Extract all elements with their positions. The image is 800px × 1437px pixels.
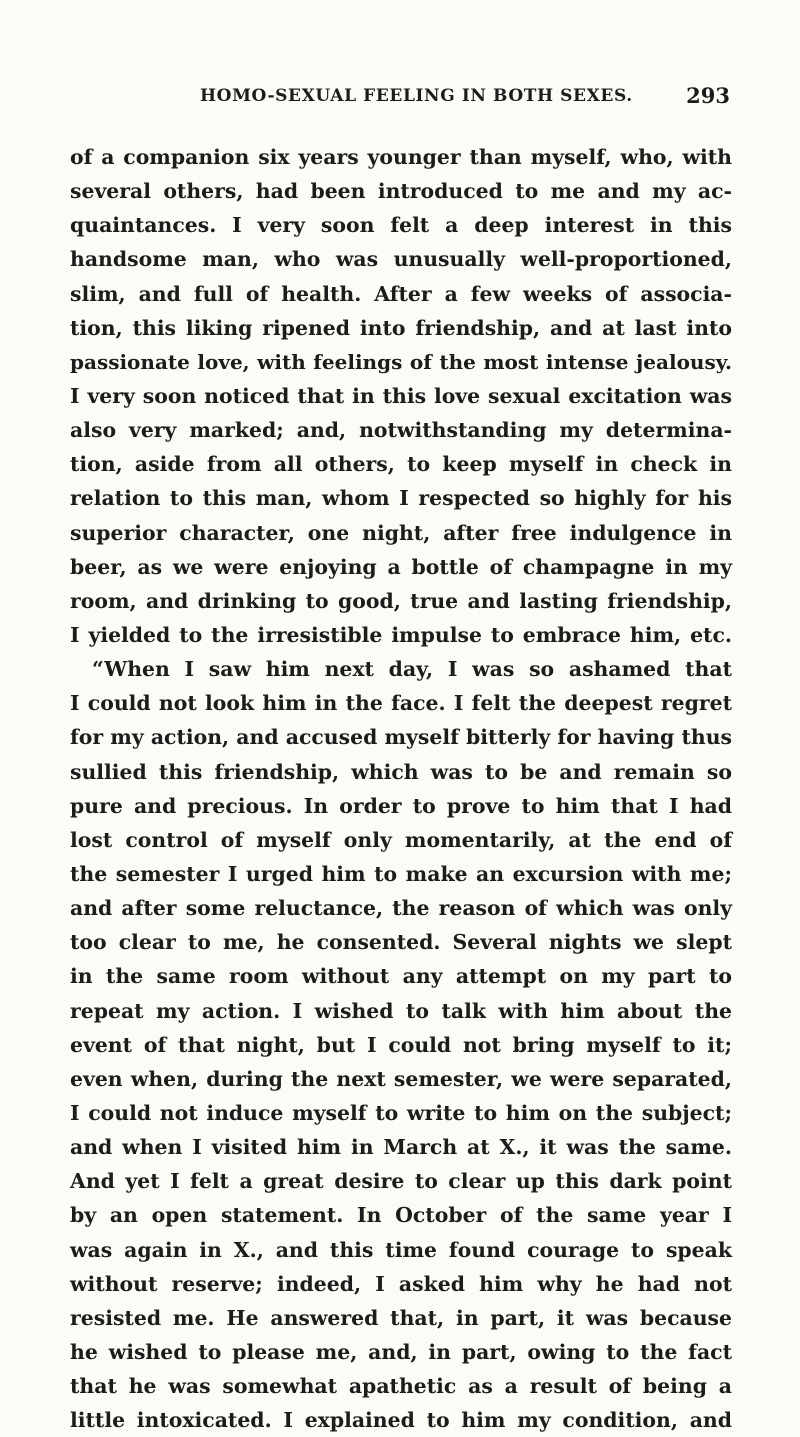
text-line: quaintances. I very soon felt a deep interest in this (70, 213, 732, 238)
text-line: and after some reluctance, the reason of which was only (70, 896, 732, 921)
running-head: HOMO-SEXUAL FEELING IN BOTH SEXES. (200, 86, 633, 106)
text-line: lost control of myself only momentarily, at the end of (70, 827, 732, 852)
text-line: resisted me. He answered that, in part, it was because (70, 1305, 732, 1330)
text-line: relation to this man, whom I respected so highly for his (70, 486, 732, 511)
text-line: I very soon noticed that in this love sexual excitation was (70, 383, 732, 408)
text-line: tion, this liking ripened into friendship, and at last into (70, 315, 732, 340)
text-line: too clear to me, he consented. Several nights we slept (70, 930, 732, 955)
text-line: I could not look him in the face. I felt the deepest regret (70, 691, 732, 716)
text-line: room, and drinking to good, true and lasting friendship, (70, 588, 732, 613)
text-line: repeat my action. I wished to talk with him about the (70, 998, 732, 1023)
text-line: also very marked; and, notwithstanding my determina- (70, 418, 732, 443)
text-line: “When I saw him next day, I was so ashamed that (92, 657, 732, 682)
text-line: I yielded to the irresistible impulse to embrace him, etc. (70, 622, 732, 647)
text-line: without reserve; indeed, I asked him why he had not (70, 1271, 732, 1296)
text-line: And yet I felt a great desire to clear up this dark point (70, 1169, 732, 1194)
text-line: the semester I urged him to make an excursion with me; (70, 861, 732, 886)
text-line: even when, during the next semester, we were separated, (70, 1066, 732, 1091)
text-line: I could not induce myself to write to him on the subject; (70, 1100, 732, 1125)
text-line: he wished to please me, and, in part, owing to the fact (70, 1339, 732, 1364)
text-line: event of that night, but I could not bring myself to it; (70, 1032, 732, 1057)
text-line: and when I visited him in March at X., it was the same. (70, 1135, 732, 1160)
page-header (70, 83, 730, 116)
text-line: handsome man, who was unusually well-proportioned, (70, 247, 732, 272)
page-number: 293 (686, 83, 730, 108)
text-line: beer, as we were enjoying a bottle of champagne in my (70, 554, 732, 579)
text-line: passionate love, with feelings of the most intense jealousy. (70, 349, 732, 374)
text-line: pure and precious. In order to prove to him that I had (70, 793, 732, 818)
text-line: several others, had been introduced to me and my ac- (70, 179, 732, 204)
text-line: little intoxicated. I explained to him my condition, and (70, 1408, 732, 1433)
text-line: for my action, and accused myself bitterly for having thus (70, 725, 732, 750)
text-line: sullied this friendship, which was to be and remain so (70, 759, 732, 784)
text-line: superior character, one night, after free indulgence in (70, 520, 732, 545)
text-line: in the same room without any attempt on my part to (70, 964, 732, 989)
text-line: was again in X., and this time found courage to speak (70, 1237, 732, 1262)
body-text (70, 140, 732, 1437)
text-line: that he was somewhat apathetic as a result of being a (70, 1374, 732, 1399)
text-line: slim, and full of health. After a few weeks of associa- (70, 281, 732, 306)
text-line: by an open statement. In October of the same year I (70, 1203, 732, 1228)
text-line: tion, aside from all others, to keep myself in check in (70, 452, 732, 477)
text-line: of a companion six years younger than myself, who, with (70, 145, 732, 169)
